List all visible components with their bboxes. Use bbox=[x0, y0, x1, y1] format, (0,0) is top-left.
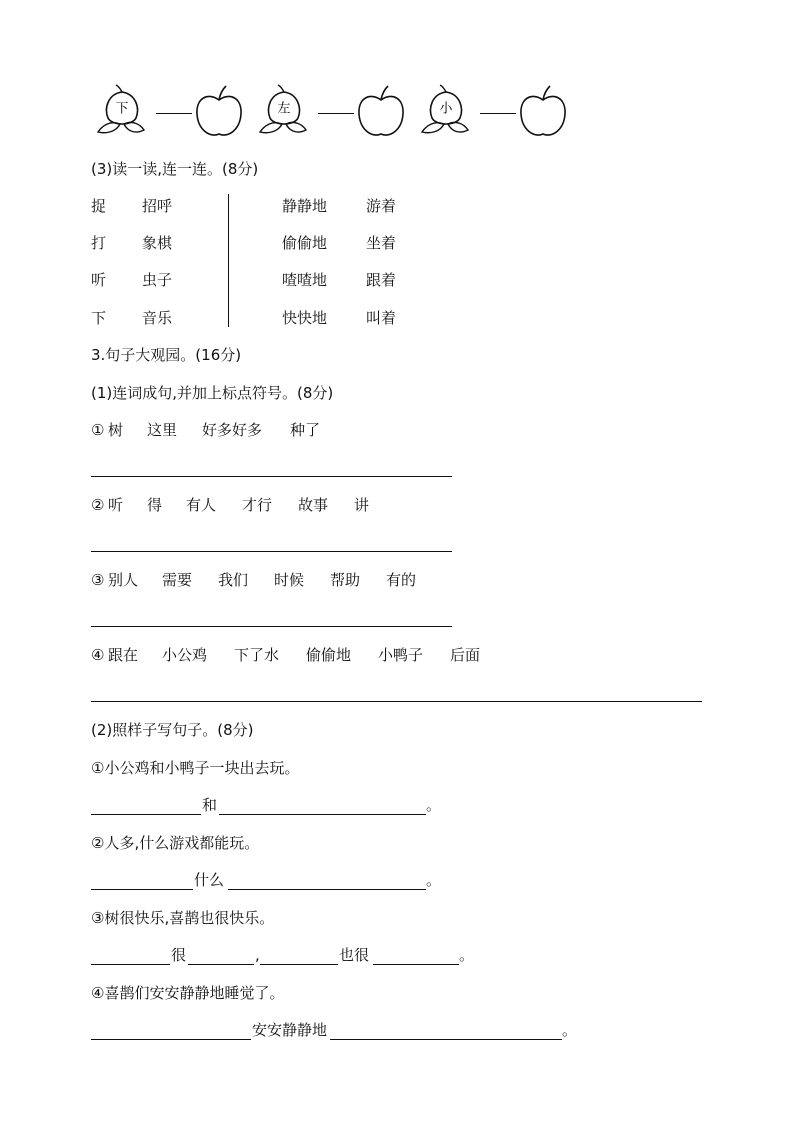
word: 我们 bbox=[218, 571, 249, 589]
word: 需要 bbox=[162, 571, 193, 589]
connector-line bbox=[480, 113, 516, 114]
apple-icon bbox=[356, 84, 406, 140]
word: 小鸭子 bbox=[378, 646, 424, 664]
blank-line[interactable] bbox=[188, 964, 254, 965]
verb-phrase-item[interactable]: 坐着 bbox=[366, 234, 397, 252]
item-number: ③ bbox=[91, 571, 105, 589]
word: 时候 bbox=[274, 571, 305, 589]
connector-line bbox=[156, 113, 192, 114]
word: 种了 bbox=[290, 421, 321, 439]
example-sentence: ③树很快乐,喜鹊也很快乐。 bbox=[91, 909, 275, 927]
pattern-word: 安安静静地 bbox=[252, 1021, 328, 1039]
adverb-item[interactable]: 快快地 bbox=[282, 309, 328, 327]
answer-line[interactable] bbox=[91, 701, 702, 702]
blank-line[interactable] bbox=[373, 964, 459, 965]
blank-line[interactable] bbox=[219, 814, 426, 815]
blank-line[interactable] bbox=[91, 964, 170, 965]
word: 讲 bbox=[354, 496, 370, 514]
blank-line[interactable] bbox=[260, 964, 338, 965]
section-title: 3.句子大观园。(16分) bbox=[91, 346, 242, 364]
section-read-title: (3)读一读,连一连。(8分) bbox=[91, 160, 259, 178]
word: 帮助 bbox=[330, 571, 361, 589]
pattern-punct: 。 bbox=[459, 946, 475, 964]
word: 树 bbox=[108, 421, 124, 439]
blank-line[interactable] bbox=[228, 889, 426, 890]
blank-line[interactable] bbox=[91, 814, 201, 815]
peach-icon bbox=[258, 84, 314, 140]
adverb-item[interactable]: 喳喳地 bbox=[282, 271, 328, 289]
peach-icon bbox=[96, 84, 152, 140]
pattern-punct: 。 bbox=[562, 1021, 578, 1039]
verb-item[interactable]: 打 bbox=[91, 234, 107, 252]
word: 这里 bbox=[147, 421, 178, 439]
part1-title: (1)连词成句,并加上标点符号。(8分) bbox=[91, 384, 334, 402]
word: 有人 bbox=[186, 496, 217, 514]
word: 故事 bbox=[298, 496, 329, 514]
word: 好多好多 bbox=[202, 421, 263, 439]
blank-line[interactable] bbox=[330, 1039, 562, 1040]
verb-phrase-item[interactable]: 跟着 bbox=[366, 271, 397, 289]
answer-line[interactable] bbox=[91, 626, 452, 627]
word: 别人 bbox=[108, 571, 139, 589]
item-number: ② bbox=[91, 496, 105, 514]
object-item[interactable]: 音乐 bbox=[142, 309, 173, 327]
word: 小公鸡 bbox=[162, 646, 208, 664]
fruit-char: 左 bbox=[277, 101, 291, 117]
word: 得 bbox=[147, 496, 163, 514]
object-item[interactable]: 招呼 bbox=[142, 197, 173, 215]
pattern-punct: 。 bbox=[426, 796, 442, 814]
apple-icon bbox=[194, 84, 244, 140]
example-sentence: ②人多,什么游戏都能玩。 bbox=[91, 834, 260, 852]
column-divider bbox=[228, 194, 229, 327]
word: 才行 bbox=[242, 496, 273, 514]
part2-title: (2)照样子写句子。(8分) bbox=[91, 721, 254, 739]
peach-icon bbox=[420, 84, 476, 140]
word: 后面 bbox=[450, 646, 481, 664]
word: 下了水 bbox=[234, 646, 280, 664]
blank-line[interactable] bbox=[91, 1039, 251, 1040]
fruit-char: 小 bbox=[439, 101, 453, 117]
verb-phrase-item[interactable]: 游着 bbox=[366, 197, 397, 215]
pattern-word: 什么 bbox=[194, 871, 225, 889]
verb-item[interactable]: 捉 bbox=[91, 197, 107, 215]
pattern-word: 也很 bbox=[339, 946, 370, 964]
connector-line bbox=[318, 113, 354, 114]
example-sentence: ④喜鹊们安安静静地睡觉了。 bbox=[91, 984, 285, 1002]
example-sentence: ①小公鸡和小鸭子一块出去玩。 bbox=[91, 759, 300, 777]
word: 跟在 bbox=[108, 646, 139, 664]
fruit-char: 下 bbox=[115, 101, 129, 117]
pattern-punct: , bbox=[255, 946, 260, 964]
verb-item[interactable]: 下 bbox=[91, 309, 107, 327]
item-number: ① bbox=[91, 421, 105, 439]
object-item[interactable]: 象棋 bbox=[142, 234, 173, 252]
item-number: ④ bbox=[91, 646, 105, 664]
answer-line[interactable] bbox=[91, 476, 452, 477]
word: 听 bbox=[108, 496, 124, 514]
pattern-word: 和 bbox=[202, 796, 218, 814]
blank-line[interactable] bbox=[91, 889, 193, 890]
word: 有的 bbox=[386, 571, 417, 589]
object-item[interactable]: 虫子 bbox=[142, 271, 173, 289]
verb-item[interactable]: 听 bbox=[91, 271, 107, 289]
word: 偷偷地 bbox=[306, 646, 352, 664]
verb-phrase-item[interactable]: 叫着 bbox=[366, 309, 397, 327]
adverb-item[interactable]: 偷偷地 bbox=[282, 234, 328, 252]
adverb-item[interactable]: 静静地 bbox=[282, 197, 328, 215]
apple-icon bbox=[518, 84, 568, 140]
answer-line[interactable] bbox=[91, 551, 452, 552]
pattern-punct: 。 bbox=[426, 871, 442, 889]
pattern-word: 很 bbox=[171, 946, 187, 964]
